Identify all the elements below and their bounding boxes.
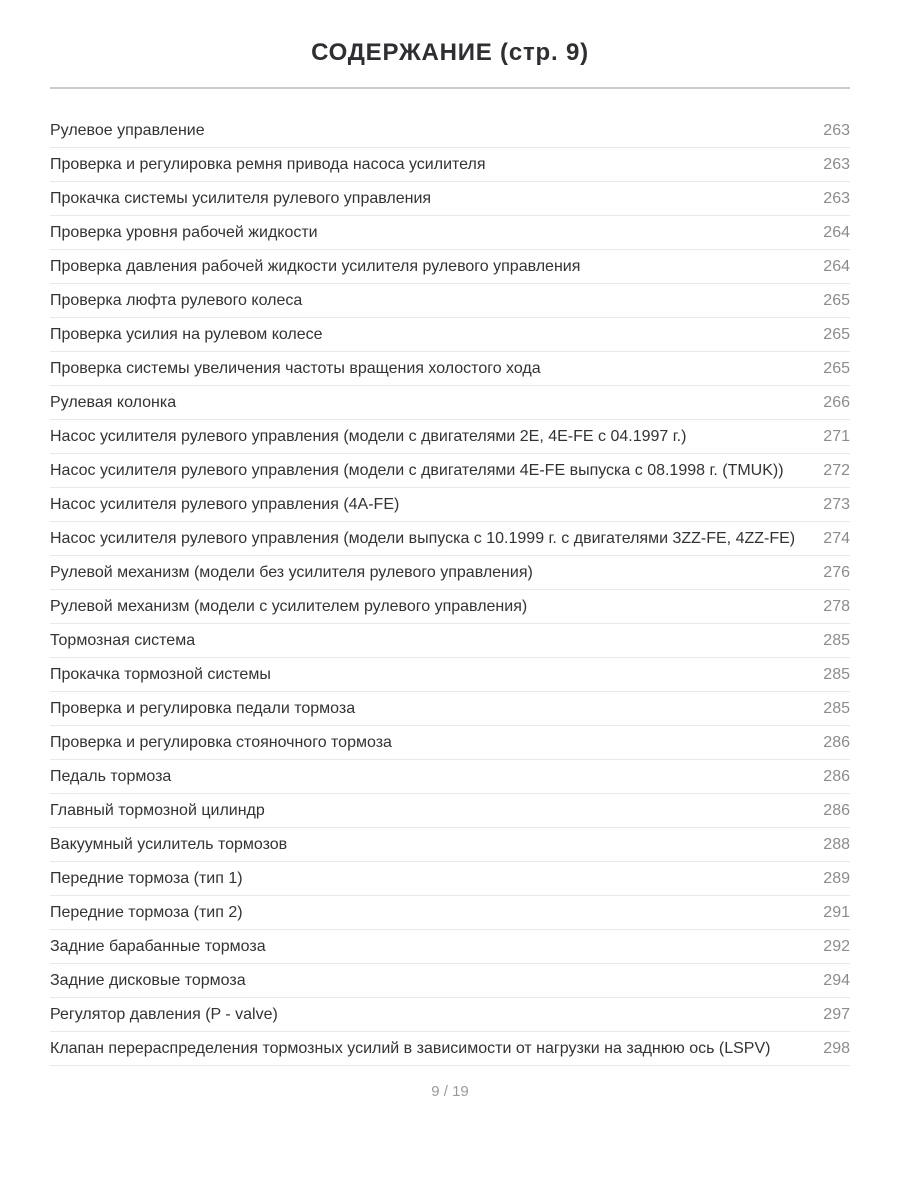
toc-entry-page-number: 264 <box>823 224 850 241</box>
toc-entry[interactable] <box>50 250 850 284</box>
toc-entry-page-number: 286 <box>823 768 850 785</box>
toc-entry-label: Вакуумный усилитель тормозов <box>50 836 288 853</box>
toc-entry-page-number: 265 <box>823 360 850 377</box>
toc-entry-label: Тормозная система <box>50 632 196 649</box>
toc-entry-label: Проверка системы увеличения частоты вращения холостого хода <box>50 360 541 377</box>
toc-entry[interactable] <box>50 930 850 964</box>
toc-entry[interactable] <box>50 386 850 420</box>
title-divider <box>50 87 850 89</box>
toc-entry-page-number: 278 <box>823 598 850 615</box>
toc-entry[interactable] <box>50 318 850 352</box>
toc-entry[interactable] <box>50 964 850 998</box>
toc-entry[interactable] <box>50 114 850 148</box>
toc-entry-label: Задние барабанные тормоза <box>50 938 266 955</box>
toc-entry[interactable] <box>50 488 850 522</box>
toc-entry[interactable] <box>50 760 850 794</box>
toc-entry-page-number: 286 <box>823 734 850 751</box>
toc-entry[interactable] <box>50 862 850 896</box>
toc-entry-label: Проверка уровня рабочей жидкости <box>50 224 318 241</box>
toc-entry-page-number: 291 <box>823 904 850 921</box>
toc-entry-page-number: 273 <box>823 496 850 513</box>
toc-entry-label: Прокачка системы усилителя рулевого управления <box>50 190 432 207</box>
toc-entry-label: Проверка и регулировка стояночного тормоза <box>50 734 392 751</box>
page-indicator: 9 / 19 <box>431 1083 469 1100</box>
toc-entry[interactable] <box>50 522 850 556</box>
toc-entry[interactable] <box>50 454 850 488</box>
toc-entry-label: Проверка давления рабочей жидкости усилителя рулевого управления <box>50 258 581 275</box>
toc-entry-label: Регулятор давления (P - valve) <box>50 1006 278 1023</box>
toc-entry-label: Насос усилителя рулевого управления (4A-FE) <box>50 496 400 513</box>
toc-entry-label: Прокачка тормозной системы <box>50 666 271 683</box>
toc-entry[interactable] <box>50 352 850 386</box>
toc-entry-page-number: 285 <box>823 666 850 683</box>
toc-entry-page-number: 286 <box>823 802 850 819</box>
toc-entry-page-number: 289 <box>823 870 850 887</box>
toc-entry-page-number: 263 <box>823 122 850 139</box>
toc-entry-page-number: 276 <box>823 564 850 581</box>
toc-entry-page-number: 294 <box>823 972 850 989</box>
toc-entry-page-number: 298 <box>823 1040 850 1057</box>
toc-entry[interactable] <box>50 420 850 454</box>
toc-entry[interactable] <box>50 556 850 590</box>
toc-entry-label: Главный тормозной цилиндр <box>50 802 265 819</box>
toc-entry-label: Рулевое управление <box>50 122 205 139</box>
toc-entry-page-number: 274 <box>823 530 850 547</box>
toc-entry[interactable] <box>50 182 850 216</box>
toc-entry-page-number: 297 <box>823 1006 850 1023</box>
toc-entry[interactable] <box>50 148 850 182</box>
toc-entry[interactable] <box>50 216 850 250</box>
toc-entry-page-number: 265 <box>823 292 850 309</box>
toc-entry-page-number: 263 <box>823 156 850 173</box>
toc-entry[interactable] <box>50 692 850 726</box>
toc-entry-label: Рулевой механизм (модели с усилителем рулевого управления) <box>50 598 528 615</box>
toc-entry[interactable] <box>50 998 850 1032</box>
toc-entry-label: Клапан перераспределения тормозных усилий в зависимости от нагрузки на заднюю ось (LSPV) <box>50 1040 771 1057</box>
toc-entry-label: Задние дисковые тормоза <box>50 972 246 989</box>
toc-entry[interactable] <box>50 726 850 760</box>
page-title: СОДЕРЖАНИЕ (стр. 9) <box>311 39 589 66</box>
toc-entry[interactable] <box>50 284 850 318</box>
toc-entry-label: Проверка и регулировка ремня привода насоса усилителя <box>50 156 486 173</box>
toc-entry[interactable] <box>50 896 850 930</box>
toc-entry-label: Педаль тормоза <box>50 768 172 785</box>
toc-entry-label: Насос усилителя рулевого управления (модели с двигателями 2E, 4E-FE с 04.1997 г.) <box>50 428 687 445</box>
toc-entry-label: Проверка усилия на рулевом колесе <box>50 326 323 343</box>
toc-entry-page-number: 266 <box>823 394 850 411</box>
toc-entry-label: Рулевая колонка <box>50 394 177 411</box>
toc-list <box>50 114 850 1066</box>
toc-entry-page-number: 292 <box>823 938 850 955</box>
toc-entry[interactable] <box>50 658 850 692</box>
toc-entry-page-number: 271 <box>823 428 850 445</box>
toc-entry-page-number: 264 <box>823 258 850 275</box>
toc-entry-label: Передние тормоза (тип 2) <box>50 904 243 921</box>
toc-entry[interactable] <box>50 624 850 658</box>
toc-entry-page-number: 285 <box>823 632 850 649</box>
toc-entry-label: Проверка и регулировка педали тормоза <box>50 700 356 717</box>
toc-entry-label: Передние тормоза (тип 1) <box>50 870 243 887</box>
toc-entry[interactable] <box>50 590 850 624</box>
toc-entry-label: Рулевой механизм (модели без усилителя рулевого управления) <box>50 564 533 581</box>
toc-entry-page-number: 263 <box>823 190 850 207</box>
toc-entry-label: Насос усилителя рулевого управления (модели с двигателями 4E-FE выпуска с 08.1998 г. (TMUK)) <box>50 462 784 479</box>
toc-entry[interactable] <box>50 828 850 862</box>
toc-entry-page-number: 288 <box>823 836 850 853</box>
toc-entry[interactable] <box>50 794 850 828</box>
toc-entry-page-number: 265 <box>823 326 850 343</box>
toc-entry-page-number: 272 <box>823 462 850 479</box>
toc-entry-label: Насос усилителя рулевого управления (модели выпуска с 10.1999 г. с двигателями 3ZZ-FE, 4ZZ-FE) <box>50 530 796 547</box>
toc-entry-label: Проверка люфта рулевого колеса <box>50 292 303 309</box>
toc-entry[interactable] <box>50 1032 850 1066</box>
toc-entry-page-number: 285 <box>823 700 850 717</box>
